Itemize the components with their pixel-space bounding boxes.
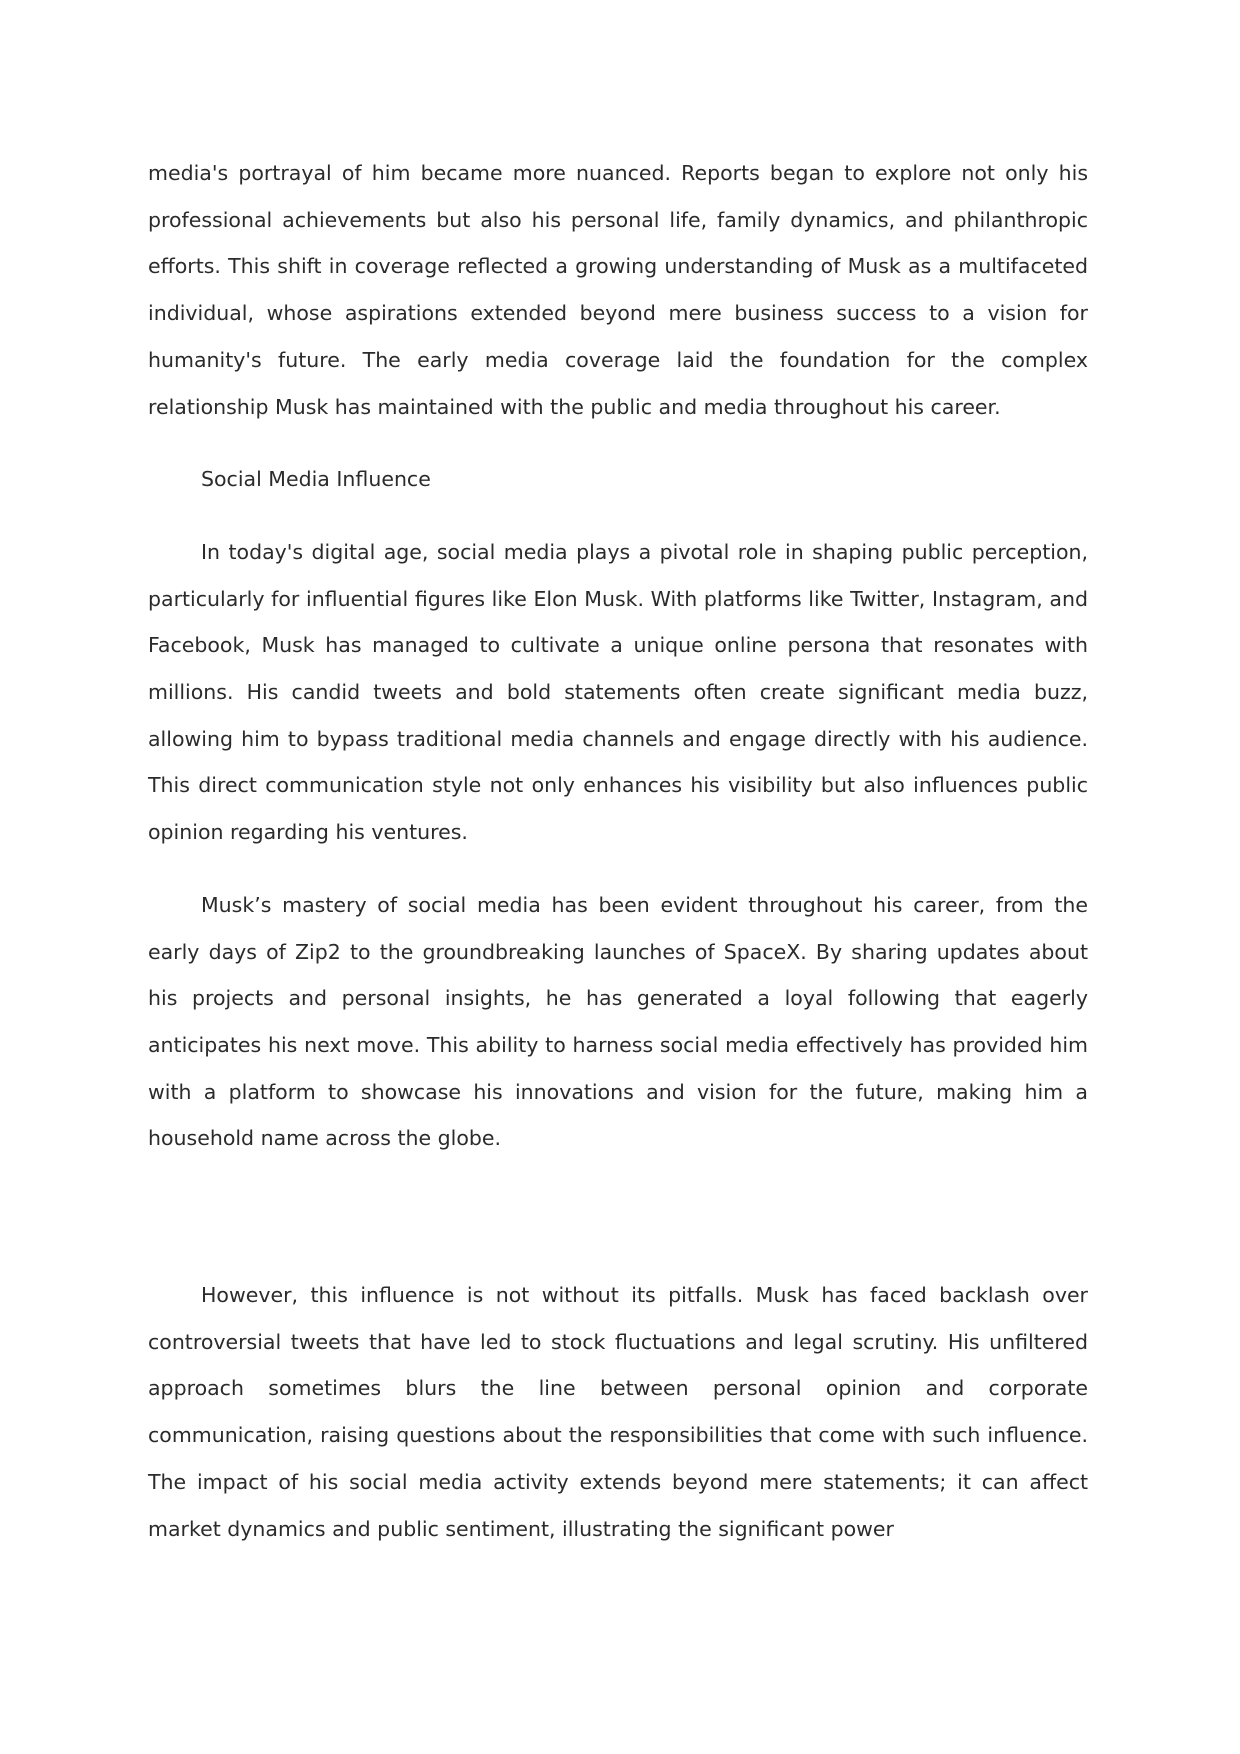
body-paragraph: However, this influence is not without its pitfalls. Musk has faced backlash over controversial tweets that have led to stock fluctuations and legal scrutiny. His unfiltered approach sometimes blurs the line between personal opinion and corporate communication, raising questions about the responsibilities that come with such influence. The impact of his social media activity extends beyond mere statements; it can affect market dynamics and public sentiment, illustrating the significant power	[148, 1283, 1088, 1541]
body-paragraph: Musk’s mastery of social media has been evident throughout his career, from the early days of Zip2 to the groundbreaking launches of SpaceX. By sharing updates about his projects and personal insights, he has generated a loyal following that eagerly anticipates his next move. This ability to harness social media effectively has provided him with a platform to showcase his innovations and vision for the future, making him a household name across the globe.	[148, 892, 1088, 1151]
document-page	[148, 150, 1088, 1578]
section-heading: Social Media Influence	[201, 467, 431, 492]
body-paragraph: media's portrayal of him became more nuanced. Reports began to explore not only his professional achievements but also his personal life, family dynamics, and philanthropic efforts. This shift in coverage reflected a growing understanding of Musk as a multifaceted individual, whose aspirations extended beyond mere business success to a vision for humanity's future. The early media coverage laid the foundation for the complex relationship Musk has maintained with the public and media throughout his career.	[148, 161, 1088, 419]
body-paragraph: In today's digital age, social media plays a pivotal role in shaping public perception, particularly for influential figures like Elon Musk. With platforms like Twitter, Instagram, and Facebook, Musk has managed to cultivate a unique online persona that resonates with millions. His candid tweets and bold statements often create significant media buzz, allowing him to bypass traditional media channels and engage directly with his audience. This direct communication style not only enhances his visibility but also influences public opinion regarding his ventures.	[148, 539, 1088, 845]
